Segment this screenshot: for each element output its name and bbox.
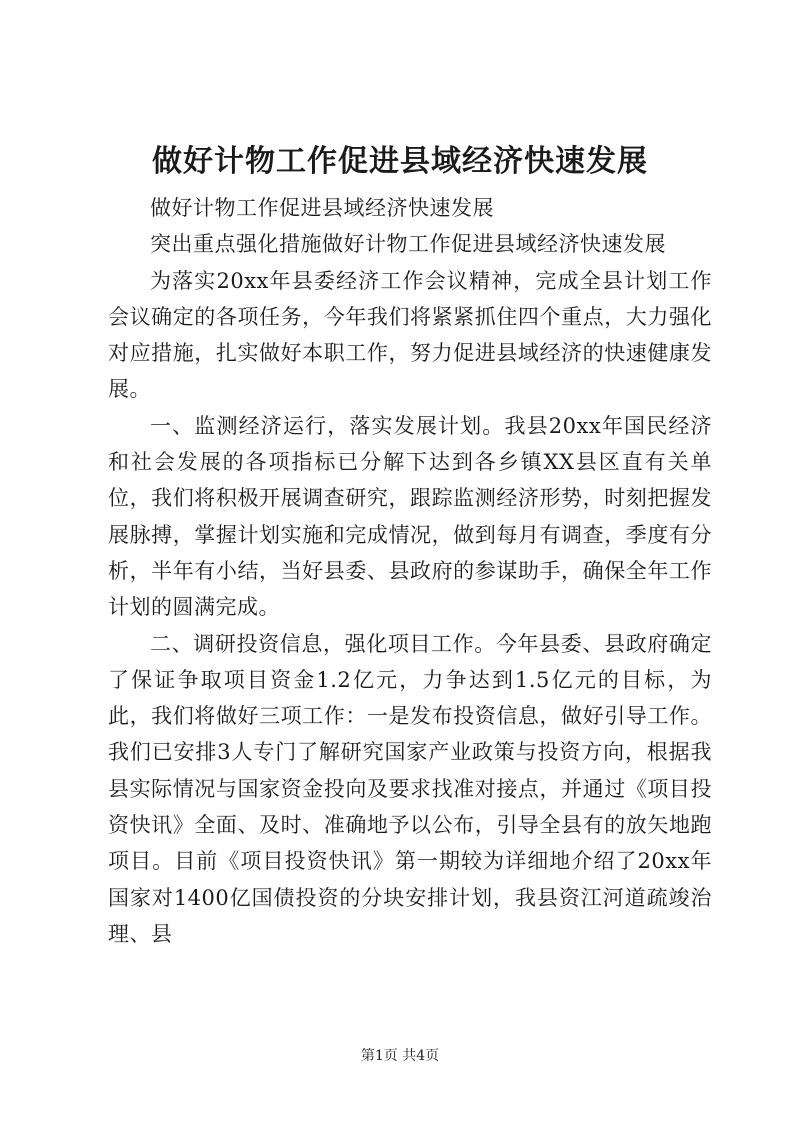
paragraph-section-one: 一、监测经济运行，落实发展计划。我县20xx年国民经济和社会发展的各项指标已分解下达到各乡镇XX县区直有关单位，我们将积极开展调查研究，跟踪监测经济形势，时刻把握发展脉搏，掌握计划实施和完成情况，做到每月有调查，季度有分析，半年有小结，当好县委、县政府的参谋助手，确保全年工作计划的圆满完成。 [108, 413, 712, 620]
document-body [108, 190, 712, 952]
document-title: 做好计物工作促进县域经济快速发展 [152, 144, 648, 179]
paragraph-section-two: 二、调研投资信息，强化项目工作。今年县委、县政府确定了保证争取项目资金1.2亿元，力争达到1.5亿元的目标，为此，我们将做好三项工作：一是发布投资信息，做好引导工作。我们已安排3人专门了解研究国家产业政策与投资方向，根据我县实际情况与国家资金投向及要求找准对接点，并通过《项目投资快讯》全面、及时、准确地予以公布，引导全县有的放矢地跑项目。目前《项目投资快讯》第一期较为详细地介绍了20xx年国家对1400亿国债投资的分块安排计划，我县资江河道疏竣治理、县 [108, 631, 712, 946]
paragraph-intro: 为落实20xx年县委经济工作会议精神，完成全县计划工作会议确定的各项任务，今年我们将紧紧抓住四个重点，大力强化对应措施，扎实做好本职工作，努力促进县域经济的快速健康发展。 [108, 268, 712, 402]
paragraph-heading: 突出重点强化措施做好计物工作促进县域经济快速发展 [150, 232, 666, 257]
paragraph-subtitle: 做好计物工作促进县域经济快速发展 [150, 196, 494, 220]
page-number-footer: 第1页 共4页 [360, 1048, 440, 1064]
